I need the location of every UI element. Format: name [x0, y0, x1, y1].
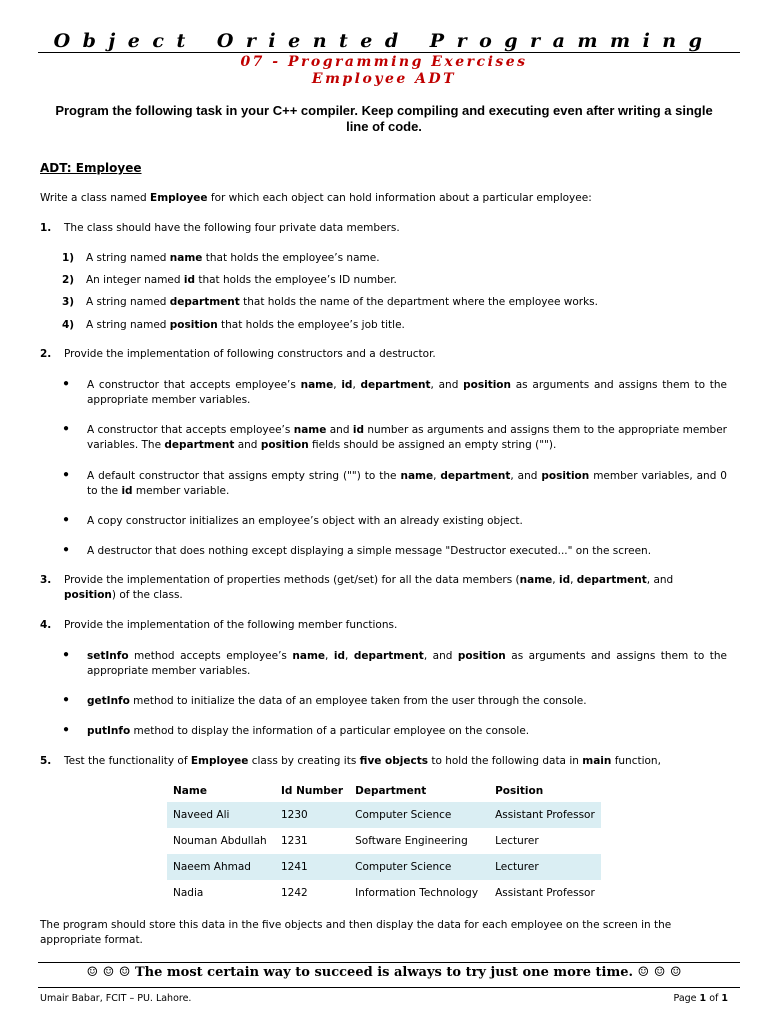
table-row	[167, 854, 601, 880]
header-rule	[38, 52, 740, 53]
text-run: ,	[570, 574, 577, 586]
bullet-icon: ●	[63, 694, 70, 705]
page-num: 1	[699, 993, 707, 1004]
item-number: 1.	[40, 222, 52, 234]
item-1-text	[64, 221, 728, 236]
text-run: ,	[333, 379, 342, 391]
text-run: A default constructor that assigns empty string ("") to the	[87, 470, 401, 482]
constructor-item	[87, 423, 727, 453]
bold-run: name	[300, 379, 334, 391]
bold-run: position	[541, 470, 590, 482]
bold-run: main	[582, 755, 612, 767]
bold-run: five objects	[359, 755, 429, 767]
member-number: 2)	[62, 274, 75, 286]
column-header: Position	[495, 785, 544, 797]
bullet-icon: ●	[63, 724, 70, 735]
bullet-icon: ●	[63, 544, 70, 555]
lead-post: for which each object can hold information about a particular employee:	[207, 192, 592, 204]
member-item	[86, 295, 726, 310]
member-pre: A string named	[86, 319, 170, 331]
exercise-subtitle	[0, 54, 768, 88]
table-cell: Nadia	[173, 887, 204, 899]
bold-run: name	[519, 574, 553, 586]
bold-run: id	[121, 485, 133, 497]
text-run: , and	[646, 574, 674, 586]
table-cell: Nouman Abdullah	[173, 835, 267, 847]
member-bold: department	[169, 296, 240, 308]
lead-bold: Employee	[150, 192, 208, 204]
table-cell: Information Technology	[355, 887, 479, 899]
lead-paragraph	[40, 191, 730, 206]
table-cell: Assistant Professor	[495, 887, 595, 899]
text-run: ) of the class.	[111, 589, 183, 601]
text-run: as arguments and assigns them to the appropriate member variables.	[87, 650, 727, 677]
member-function-item	[87, 694, 727, 709]
bold-run: department	[353, 650, 424, 662]
member-post: that holds the employee’s ID number.	[195, 274, 397, 286]
text-run: , and	[430, 379, 464, 391]
motivational-quote: ☺ ☺ ☺ The most certain way to succeed is always to try just one more time. ☺ ☺ ☺	[86, 965, 682, 980]
text-run: A constructor that accepts employee’s	[87, 379, 301, 391]
bold-run: id	[352, 424, 364, 436]
item-3-text	[64, 573, 728, 603]
member-bold: id	[183, 274, 196, 286]
page-of: of	[706, 993, 722, 1004]
table-cell: 1242	[281, 887, 308, 899]
member-post: that holds the name of the department where the employee works.	[239, 296, 598, 308]
footer-rule-thin	[38, 987, 740, 988]
bullet-icon: ●	[63, 469, 70, 480]
member-number: 4)	[62, 319, 75, 331]
member-number: 3)	[62, 296, 75, 308]
member-pre: An integer named	[86, 274, 184, 286]
bold-run: department	[576, 574, 647, 586]
text-run: ,	[433, 470, 441, 482]
intro-instruction: Program the following task in your C++ compiler. Keep compiling and executing even after writing a single line of code.	[55, 103, 713, 134]
text-run: number as arguments and assigns them to the appropriate member variables. The	[87, 424, 727, 451]
bold-run: position	[457, 650, 506, 662]
member-function-item	[87, 724, 727, 739]
table-cell: Lecturer	[489, 854, 601, 880]
item-number: 4.	[40, 619, 52, 631]
text-run: as arguments and assigns them to the appropriate member variables.	[87, 379, 727, 406]
text-run: method accepts employee’s	[128, 650, 293, 662]
text-run: A destructor that does nothing except displaying a simple message "Destructor executed..." on the screen.	[87, 545, 652, 557]
member-post: that holds the employee’s name.	[202, 252, 380, 264]
item-4-text: Provide the implementation of the following member functions.	[64, 619, 398, 631]
text-run: A copy constructor initializes an employee’s object with an already existing object.	[87, 515, 523, 527]
member-post: that holds the employee’s job title.	[217, 319, 405, 331]
bold-run: name	[293, 424, 327, 436]
closing-paragraph: The program should store this data in the five objects and then display the data for each employee on the screen in the appropriate format.	[40, 919, 672, 946]
member-item	[86, 273, 726, 288]
column-header: Id Number	[281, 785, 344, 797]
constructor-item	[87, 469, 727, 499]
table-row	[167, 828, 601, 854]
bold-run: name	[400, 470, 434, 482]
bold-run: getInfo	[87, 695, 130, 707]
constructor-item	[87, 378, 727, 408]
bold-run: setInfo	[87, 650, 129, 662]
table-cell: Lecturer	[495, 835, 539, 847]
bold-run: putInfo	[87, 725, 131, 737]
page-total: 1	[721, 993, 728, 1004]
table-cell: Software Engineering	[355, 835, 468, 847]
bullet-icon: ●	[63, 378, 70, 389]
table-cell: 1241	[275, 854, 349, 880]
member-function-item	[87, 649, 727, 679]
item-number: 2.	[40, 348, 52, 360]
text-run: ,	[552, 574, 559, 586]
bold-run: Employee	[190, 755, 249, 767]
member-number: 1)	[62, 252, 75, 264]
table-cell: Naveed Ali	[167, 802, 275, 828]
bold-run: position	[463, 379, 511, 391]
item-number: 5.	[40, 755, 52, 767]
subtitle-line-2: Employee ADT	[311, 71, 457, 87]
item-5-text	[64, 754, 728, 769]
page-label: Page	[673, 993, 700, 1004]
text-run: function,	[611, 755, 661, 767]
text-run: to hold the following data in	[428, 755, 583, 767]
bold-run: position	[64, 589, 112, 601]
item-2-text: Provide the implementation of following constructors and a destructor.	[64, 348, 436, 360]
member-bold: name	[169, 252, 203, 264]
text-run: and	[234, 439, 261, 451]
bold-run: department	[360, 379, 431, 391]
text-run: method to initialize the data of an employee taken from the user through the console.	[129, 695, 587, 707]
bold-run: department	[164, 439, 235, 451]
member-item	[86, 251, 726, 266]
table-row	[167, 802, 601, 828]
member-bold: position	[169, 319, 218, 331]
text-run: and	[326, 424, 353, 436]
bold-run: department	[440, 470, 511, 482]
text-run: Test the functionality of	[64, 755, 191, 767]
table-cell: 1231	[281, 835, 308, 847]
table-cell: 1230	[275, 802, 349, 828]
text-run: Provide the implementation of properties methods (get/set) for all the data members (	[64, 574, 520, 586]
table-cell: Computer Science	[349, 802, 489, 828]
bullet-icon: ●	[63, 423, 70, 434]
text-run: ,	[344, 650, 354, 662]
text-run: ,	[325, 650, 334, 662]
text-run: class by creating its	[248, 755, 360, 767]
text-run: member variables, and 0 to the	[87, 470, 727, 497]
bullet-icon: ●	[63, 514, 70, 525]
column-header: Name	[173, 785, 207, 797]
section-heading: ADT: Employee	[40, 161, 142, 175]
bold-run: name	[292, 650, 326, 662]
text-run: method to display the information of a particular employee on the console.	[130, 725, 530, 737]
item-1-label: The class should have the following four private data members.	[64, 222, 400, 234]
text-run: , and	[423, 650, 458, 662]
item-number: 3.	[40, 574, 52, 586]
lead-pre: Write a class named	[40, 192, 151, 204]
text-run: A constructor that accepts employee’s	[87, 424, 294, 436]
text-run: ,	[352, 379, 361, 391]
member-pre: A string named	[86, 296, 170, 308]
table-cell: Naeem Ahmad	[167, 854, 275, 880]
bold-run: id	[558, 574, 571, 586]
bold-run: position	[260, 439, 309, 451]
bold-run: id	[341, 379, 353, 391]
table-cell: Computer Science	[349, 854, 489, 880]
footer-author: Umair Babar, FCIT – PU. Lahore.	[40, 993, 192, 1004]
subtitle-line-1: 07 - Programming Exercises	[240, 54, 528, 70]
column-header: Department	[355, 785, 427, 797]
table-row	[167, 880, 601, 906]
member-pre: A string named	[86, 252, 170, 264]
bold-run: id	[333, 650, 345, 662]
constructor-item	[87, 544, 727, 559]
course-title: Object Oriented Programming	[53, 30, 715, 52]
text-run: fields should be assigned an empty string ("").	[308, 439, 557, 451]
text-run: , and	[510, 470, 542, 482]
member-item	[86, 318, 726, 333]
constructor-item	[87, 514, 727, 529]
footer-page-number	[674, 993, 728, 1004]
text-run: member variable.	[132, 485, 230, 497]
table-cell: Assistant Professor	[489, 802, 601, 828]
employee-table	[167, 780, 601, 906]
footer-rule	[38, 962, 740, 963]
bullet-icon: ●	[63, 649, 70, 660]
table-header-row	[167, 780, 601, 802]
